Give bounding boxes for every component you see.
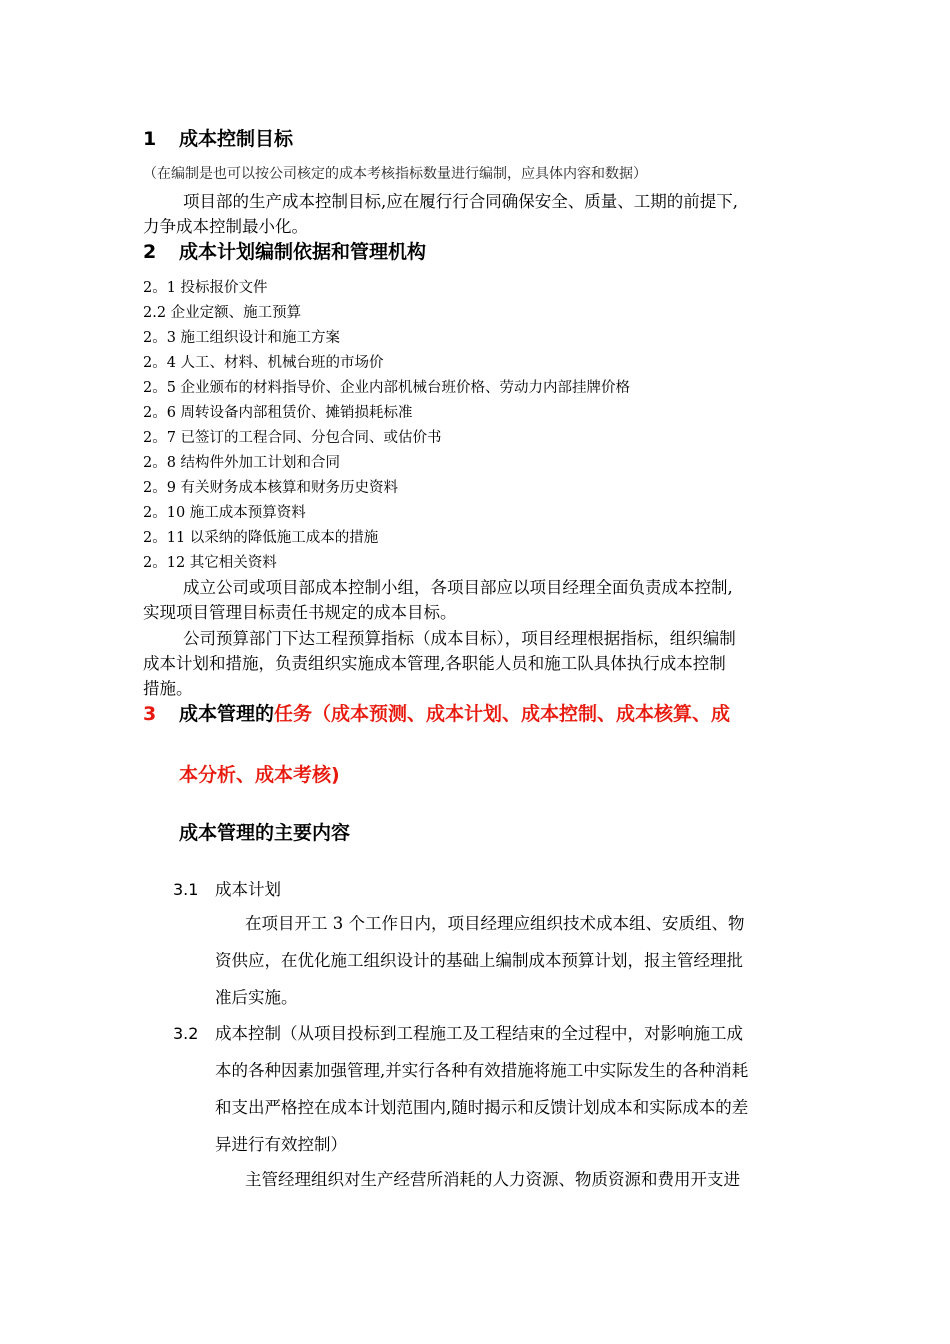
list-item: 2。3 施工组织设计和施工方案: [143, 330, 341, 346]
section-title-black: 成本管理的: [179, 703, 275, 725]
section-title: 成本控制目标: [179, 128, 294, 150]
subsection-number: 3.2: [173, 1024, 199, 1043]
subsection-3-2-heading: [173, 1020, 743, 1044]
list-item: 2。6 周转设备内部租赁价、摊销损耗标准: [143, 405, 413, 421]
list-item: 2。7 已签订的工程合同、分包合同、或估价书: [143, 430, 442, 446]
paragraph-line: 措施。: [143, 679, 193, 698]
subsection-title: 成本计划: [215, 880, 281, 899]
section-title-red: 任务（成本预测、成本计划、成本控制、成本核算、成: [274, 703, 731, 725]
list-item: 2。4 人工、材料、机械台班的市场价: [143, 355, 384, 371]
subsection-number: 3.1: [173, 880, 199, 899]
paragraph-line: 主管经理组织对生产经营所消耗的人力资源、物质资源和费用开支进: [245, 1170, 740, 1189]
subsection-3-1-heading: [173, 876, 281, 900]
paragraph-line: 实现项目管理目标责任书规定的成本目标。: [143, 603, 457, 622]
paragraph-line: 公司预算部门下达工程预算指标（成本目标），项目经理根据指标，组织编制: [183, 629, 736, 648]
subsection-heading: 成本管理的主要内容: [179, 822, 351, 844]
paragraph-line: 力争成本控制最小化。: [143, 217, 308, 236]
section-number: 1: [143, 128, 157, 150]
section-number: 2: [143, 241, 157, 263]
section-3-heading-continued: 本分析、成本考核): [179, 764, 340, 786]
paragraph-line: 项目部的生产成本控制目标,应在履行行合同确保安全、质量、工期的前提下,: [183, 192, 738, 211]
paragraph-line: 成本控制（从项目投标到工程施工及工程结束的全过程中，对影响施工成: [215, 1024, 743, 1043]
section-number: 3: [143, 703, 157, 725]
paragraph-line: 异进行有效控制）: [215, 1135, 347, 1154]
list-item: 2。12 其它相关资料: [143, 555, 277, 571]
paragraph-line: 成本计划和措施，负责组织实施成本管理,各职能人员和施工队具体执行成本控制: [143, 654, 726, 673]
paragraph-line: 在项目开工 3 个工作日内，项目经理应组织技术成本组、安质组、物: [245, 914, 745, 933]
paragraph-line: 资供应，在优化施工组织设计的基础上编制成本预算计划，报主管经理批: [215, 951, 743, 970]
list-item: 2。5 企业颁布的材料指导价、企业内部机械台班价格、劳动力内部挂牌价格: [143, 380, 631, 396]
list-item: 2。9 有关财务成本核算和财务历史资料: [143, 480, 399, 496]
list-item: 2.2 企业定额、施工预算: [143, 305, 302, 321]
list-item: 2。1 投标报价文件: [143, 280, 268, 296]
section-3-heading: [143, 699, 730, 726]
list-item: 2。8 结构件外加工计划和合同: [143, 455, 341, 471]
paragraph-line: 准后实施。: [215, 988, 298, 1007]
list-item: 2。11 以采纳的降低施工成本的措施: [143, 530, 379, 546]
section-title: 成本计划编制依据和管理机构: [179, 241, 427, 263]
paragraph-line: 成立公司或项目部成本控制小组，各项目部应以项目经理全面负责成本控制,: [183, 578, 733, 597]
list-item: 2。10 施工成本预算资料: [143, 505, 306, 521]
paragraph-line: 和支出严格控在成本计划范围内,随时揭示和反馈计划成本和实际成本的差: [215, 1098, 749, 1117]
section-1-heading: [143, 124, 293, 151]
paragraph-line: 本的各种因素加强管理,并实行各种有效措施将施工中实际发生的各种消耗: [215, 1061, 749, 1080]
section-1-note: （在编制是也可以按公司核定的成本考核指标数量进行编制，应具体内容和数据）: [143, 166, 647, 182]
section-2-heading: [143, 237, 426, 264]
